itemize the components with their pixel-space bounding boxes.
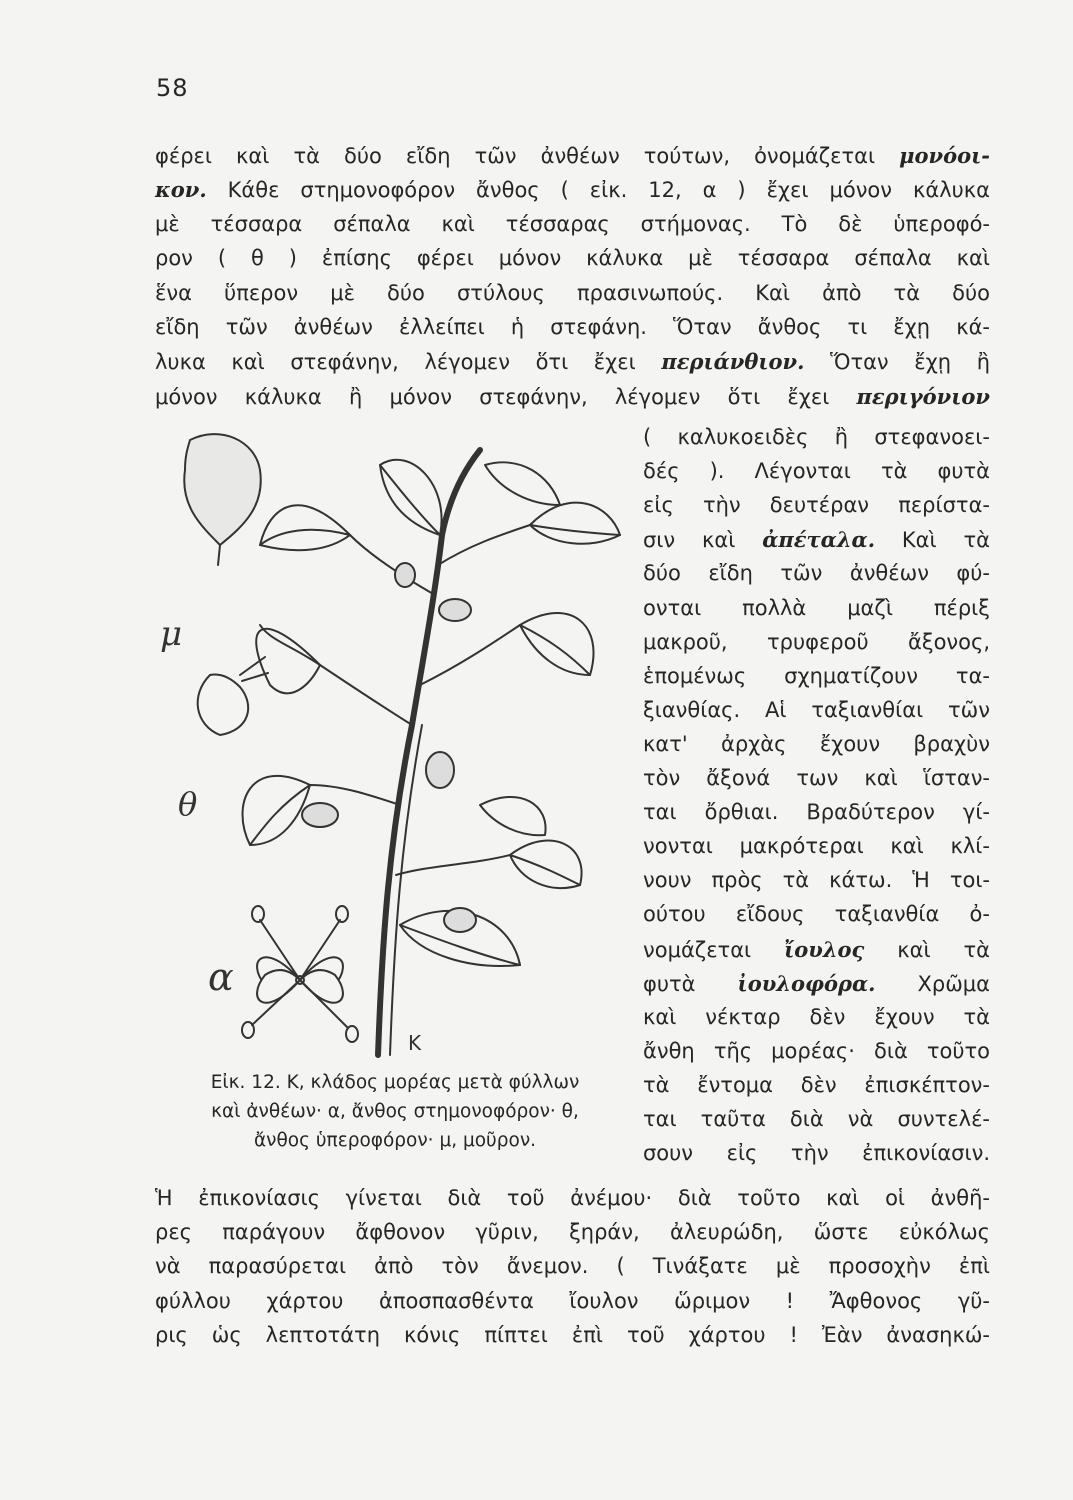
text-line xyxy=(155,179,990,201)
italic-term: ἀπέταλα. xyxy=(762,527,876,553)
text-run: καὶ τὰ xyxy=(864,937,990,962)
text-line xyxy=(643,1143,990,1164)
text-run: τὰ ἔντομα δὲν ἐπισκέπτον- xyxy=(643,1072,990,1097)
text-run: ούτου εἴδους ταξιανθία ὀ- xyxy=(643,902,990,927)
text-line xyxy=(155,280,990,305)
text-line xyxy=(643,768,990,789)
label-theta: θ xyxy=(178,785,198,823)
text-line xyxy=(155,1256,990,1277)
text-line xyxy=(155,1188,990,1209)
text-run: φύλλου χάρτου ἀποσπασθέντα ἴουλον ὥριμον ! Ἄφθονος γῦ- xyxy=(155,1288,990,1313)
text-run: σουν εἰς τὴν ἐπικονίασιν. xyxy=(643,1141,990,1166)
figure-mulberry-branch xyxy=(150,425,640,1075)
text-run: φέρει καὶ τὰ δύο εἴδη τῶν ἀνθέων τούτων, ὀνομάζεται xyxy=(155,144,900,168)
label-alpha: α xyxy=(208,955,234,999)
text-line xyxy=(643,870,990,891)
text-run: Ὅταν ἔχῃ ἢ xyxy=(804,350,991,375)
text-run: νομάζεται xyxy=(643,937,785,962)
text-run: μακροῦ, τρυφεροῦ ἄξονος, xyxy=(643,629,990,654)
text-line xyxy=(643,595,990,620)
label-mu: μ xyxy=(160,614,183,654)
text-run: ται ταῦτα διὰ νὰ συντελέ- xyxy=(643,1107,990,1131)
text-run: ρις ὡς λεπτοτάτη κόνις πίπτει ἐπὶ τοῦ χάρτου ! Ἐὰν ἀνασηκώ- xyxy=(155,1322,990,1347)
italic-term: κον. xyxy=(155,177,207,203)
text-line xyxy=(643,1004,990,1029)
text-line xyxy=(155,317,990,338)
text-run: ρες παράγουν ἄφθονον γῦριν, ξηράν, ἀλευρώδη, ὥστε εὐκόλως xyxy=(155,1220,990,1245)
text-run: ἄνθη τῆς μορέας· διὰ τοῦτο xyxy=(643,1038,990,1063)
text-run: καὶ νέκταρ δὲν ἔχουν τὰ xyxy=(643,1004,990,1029)
caption-line: Εἰκ. 12. Κ, κλάδος μορέας μετὰ φύλλων xyxy=(210,1072,580,1093)
text-run: σιν καὶ xyxy=(643,528,763,553)
italic-term: ἴουλος xyxy=(784,936,865,962)
text-line xyxy=(155,248,990,269)
text-line xyxy=(643,1109,990,1130)
figure-caption xyxy=(155,1068,635,1155)
text-run: εἴδη τῶν ἀνθέων ἐλλείπει ἡ στεφάνη. Ὅταν ἄνθος τι ἔχῃ κά- xyxy=(155,315,990,339)
text-run: ονται πολλὰ μαζὶ πέριξ xyxy=(643,595,990,620)
text-line xyxy=(643,629,990,654)
text-run: ( καλυκοειδὲς ἢ στεφανοει- xyxy=(643,425,990,449)
italic-term: ἰουλοφόρα. xyxy=(737,970,876,996)
text-line xyxy=(155,383,990,409)
page-number: 58 xyxy=(156,74,189,102)
text-line xyxy=(643,731,990,756)
text-run: ἑπομένως σχηματίζουν τα- xyxy=(643,663,990,688)
text-run: Κάθε στημονοφόρον ἄνθος ( εἰκ. 12, α ) ἔχει μόνον κάλυκα xyxy=(206,178,990,203)
text-line xyxy=(155,351,990,373)
text-run: Χρῶμα xyxy=(875,971,990,996)
caption-line: ἄνθος ὑπεροφόρον· μ, μοῦρον. xyxy=(253,1130,537,1151)
text-line xyxy=(643,697,990,722)
text-run: μὲ τέσσαρα σέπαλα καὶ τέσσαρας στήμονας. Τὸ δὲ ὑπεροφό- xyxy=(155,211,990,236)
text-line xyxy=(643,970,990,996)
label-k: Κ xyxy=(408,1031,422,1055)
text-run: νονται μακρότεραι καὶ κλί- xyxy=(643,834,990,859)
text-line xyxy=(155,211,990,236)
text-run: φυτὰ xyxy=(643,971,738,996)
text-run: Ἡ ἐπικονίασις γίνεται διὰ τοῦ ἀνέμου· διὰ τοῦτο καὶ οἱ ἀνθῆ- xyxy=(155,1186,990,1210)
text-line xyxy=(643,461,990,482)
text-line xyxy=(643,529,990,551)
text-run: δές ). Λέγονται τὰ φυτὰ xyxy=(643,459,990,484)
text-line xyxy=(155,1288,990,1313)
text-line xyxy=(643,802,990,823)
text-line xyxy=(643,1072,990,1097)
text-run: δύο εἴδη τῶν ἀνθέων φύ- xyxy=(643,561,990,586)
text-run: νὰ παρασύρεται ἀπὸ τὸν ἄνεμον. ( Τινάξατε μὲ προσοχὴν ἐπὶ xyxy=(155,1254,990,1279)
text-line xyxy=(155,145,990,167)
italic-term: περιγόνιον xyxy=(856,383,990,409)
text-run: Καὶ τὰ xyxy=(875,528,990,553)
text-run: ρον ( θ ) ἐπίσης φέρει μόνον κάλυκα μὲ τέσσαρα σέπαλα καὶ xyxy=(155,246,990,271)
text-line xyxy=(643,563,990,584)
text-line xyxy=(643,1038,990,1063)
text-run: μόνον κάλυκα ἢ μόνον στεφάνην, λέγομεν ὅτι ἔχει xyxy=(155,384,857,409)
text-line xyxy=(155,1322,990,1347)
text-line xyxy=(643,663,990,688)
text-run: νουν πρὸς τὰ κάτω. Ἡ τοι- xyxy=(643,868,990,893)
text-run: τὸν ἄξονά των καὶ ἵσταν- xyxy=(643,766,990,790)
text-run: ται ὄρθιαι. Βραδύτερον γί- xyxy=(643,800,990,825)
italic-term: μονόοι- xyxy=(899,143,990,168)
caption-line: καὶ ἀνθέων· α, ἄνθος στημονοφόρον· θ, xyxy=(211,1101,579,1122)
text-line xyxy=(155,1222,990,1243)
italic-term: περιάνθιον. xyxy=(661,349,805,375)
text-run: εἰς τὴν δευτέραν περίστα- xyxy=(643,493,990,518)
text-line xyxy=(643,904,990,925)
mulberry-illustration xyxy=(150,425,640,1075)
text-run: ἕνα ὕπερον μὲ δύο στύλους πρασινωπούς. Καὶ ἀπὸ τὰ δύο xyxy=(155,280,990,305)
text-line xyxy=(643,936,990,962)
text-line xyxy=(643,495,990,516)
text-run: λυκα καὶ στεφάνην, λέγομεν ὅτι ἔχει xyxy=(155,350,662,375)
text-run: ξιανθίας. Αἱ ταξιανθίαι τῶν xyxy=(643,697,990,722)
text-line xyxy=(643,427,990,448)
text-run: κατ' ἀρχὰς ἔχουν βραχὺν xyxy=(643,731,990,756)
text-line xyxy=(643,836,990,857)
